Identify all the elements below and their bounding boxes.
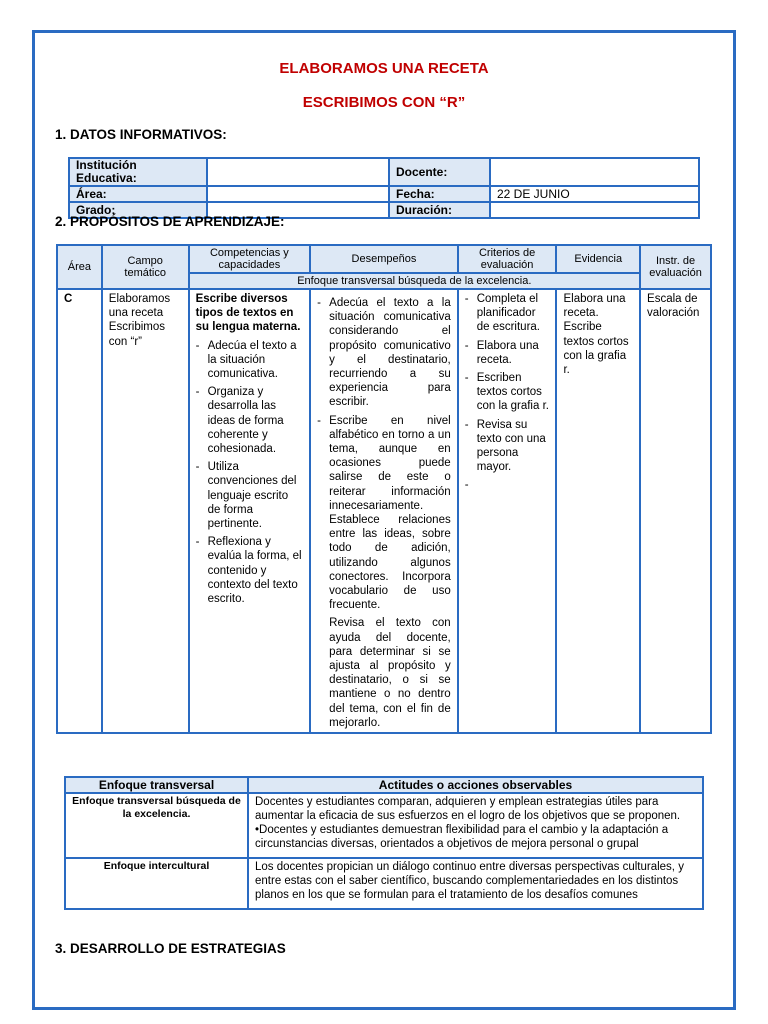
- section-heading-datos: 1. DATOS INFORMATIVOS:: [55, 127, 227, 142]
- area-value: [207, 186, 389, 202]
- enfoque-actions: [248, 858, 703, 909]
- document-subtitle: ESCRIBIMOS CON “R”: [302, 94, 466, 111]
- capacidades-list: [196, 339, 304, 607]
- header-evidencia: Evidencia: [556, 245, 640, 273]
- header-criterios: Criterios de evaluación: [458, 245, 557, 273]
- list-item: - Utiliza convenciones del lenguaje escrito de forma pertinente.: [196, 460, 304, 531]
- header-enfoque-transversal: Enfoque transversal: [65, 777, 248, 793]
- grado-label: Grado:: [69, 202, 207, 218]
- desempenos-list: [317, 296, 451, 612]
- docente-label: Docente:: [389, 158, 490, 186]
- list-item: - Completa el planificador de escritura.: [465, 292, 550, 335]
- fecha-value: 22 DE JUNIO: [490, 186, 699, 202]
- list-item: - Escribe en nivel alfabético en torno a un tema, aunque en ocasiones puede salirse de este o reiterar información innecesariamente. Establece relaciones entre las ideas, sobre todo de adición, utilizando algunos conectores. Incorpora vocabulario de uso frecuente.: [317, 414, 451, 613]
- criterios-cell: [458, 289, 557, 733]
- header-instrumento: Instr. de evaluación: [640, 245, 711, 289]
- criterios-list: [465, 292, 550, 474]
- enfoque-text: •Docentes y estudiantes demuestran flexibilidad para el cambio y la adaptación a circunstancias diversas, orientados a objetivos de mejora personal o grupal: [255, 824, 669, 850]
- enfoque-name: Enfoque transversal búsqueda de la excelencia.: [65, 793, 248, 858]
- header-competencias: Competencias y capacidades: [189, 245, 311, 273]
- section-heading-desarrollo: 3. DESARROLLO DE ESTRATEGIAS: [55, 941, 286, 956]
- fecha-label: Fecha:: [389, 186, 490, 202]
- competencia-title: Escribe diversos tipos de textos en su lengua materna.: [195, 293, 301, 334]
- enfoques-table: [64, 776, 704, 910]
- duracion-value: [490, 202, 699, 218]
- datos-informativos-table: [68, 157, 700, 219]
- table-row: [65, 793, 703, 858]
- header-campo: Campo temático: [102, 245, 189, 289]
- header-actitudes: Actitudes o acciones observables: [248, 777, 703, 793]
- competencias-cell: [189, 289, 311, 733]
- enfoque-text: Docentes y estudiantes comparan, adquieren y emplean estrategias útiles para aumentar la eficacia de sus esfuerzos en el logro de los objetivos que se proponen.: [255, 796, 681, 822]
- header-desempenos: Desempeños: [310, 245, 458, 273]
- instrumento-cell: Escala de valoración: [640, 289, 711, 733]
- enfoque-name: Enfoque intercultural: [65, 858, 248, 909]
- section-heading-propositos: 2. PROPÓSITOS DE APRENDIZAJE:: [55, 214, 285, 229]
- table-row: [65, 858, 703, 909]
- desempeno-extra: Revisa el texto con ayuda del docente, para determinar si se ajusta al propósito y destinatario, o si se mantiene o no dentro del tema, con el fin de mejorarlo.: [329, 617, 451, 729]
- enfoque-actions: [248, 793, 703, 858]
- document-title: ELABORAMOS UNA RECETA: [279, 60, 489, 77]
- campo-cell: Elaboramos una receta Escribimos con “r”: [102, 289, 189, 733]
- list-item: - Organiza y desarrolla las ideas de forma coherente y cohesionada.: [196, 385, 304, 456]
- area-label: Área:: [69, 186, 207, 202]
- list-item: - Escriben textos cortos con la grafia r.: [465, 371, 550, 414]
- duracion-label: Duración:: [389, 202, 490, 218]
- list-item: - Revisa su texto con una persona mayor.: [465, 418, 550, 475]
- header-enfoque: Enfoque transversal búsqueda de la excelencia.: [189, 273, 640, 289]
- evidencia-cell: Elabora una receta. Escribe textos cortos con la grafia r.: [556, 289, 640, 733]
- list-item: - Adecúa el texto a la situación comunicativa considerando el propósito comunicativo y el destinatario, recurriendo a su experiencia para escribir.: [317, 296, 451, 410]
- institucion-label: Institución Educativa:: [69, 158, 207, 186]
- table-row: [57, 289, 711, 733]
- desempenos-cell: [310, 289, 458, 733]
- header-area: Área: [57, 245, 102, 289]
- list-item: - Adecúa el texto a la situación comunicativa.: [196, 339, 304, 382]
- institucion-value: [207, 158, 389, 186]
- propositos-table: [56, 244, 712, 734]
- enfoque-text: Los docentes propician un diálogo continuo entre diversas perspectivas culturales, y entre estas con el saber científico, buscando complementariedades en los distintos planos en los que se formulan para el tratamiento de los desafíos comunes: [255, 861, 684, 901]
- list-item: - Reflexiona y evalúa la forma, el contenido y contexto del texto escrito.: [196, 535, 304, 606]
- docente-value: [490, 158, 699, 186]
- list-item: - Elabora una receta.: [465, 339, 550, 367]
- area-cell: C: [57, 289, 102, 733]
